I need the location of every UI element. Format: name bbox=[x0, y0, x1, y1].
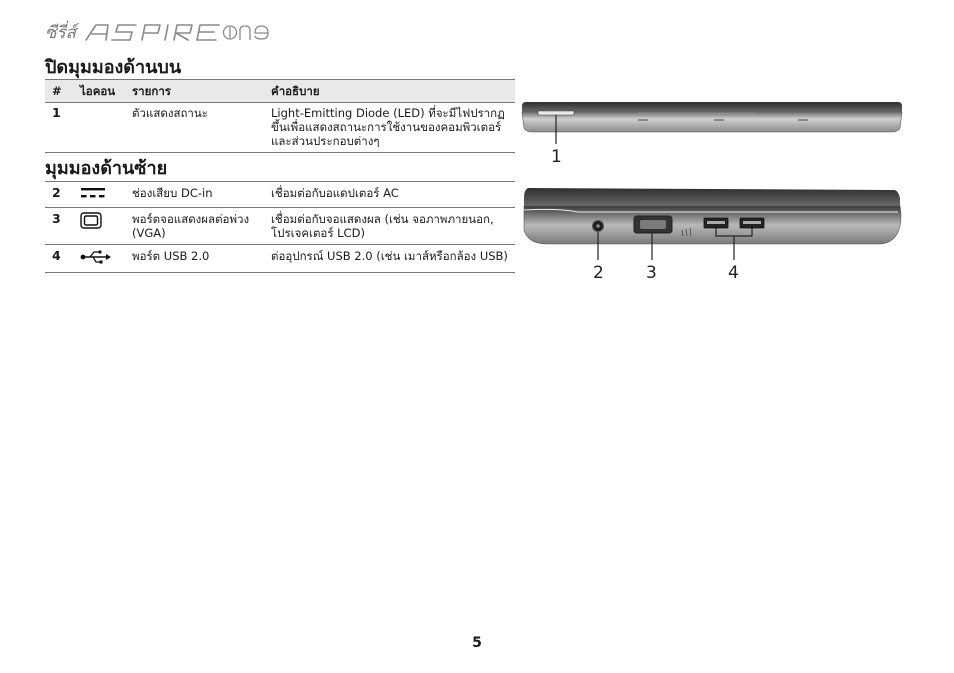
page-number: 5 bbox=[472, 635, 482, 651]
callout-4: 4 bbox=[728, 263, 739, 283]
table-row bbox=[45, 208, 515, 245]
row-num: 1 bbox=[52, 105, 61, 120]
laptop-views-drawing bbox=[518, 98, 906, 288]
callout-1: 1 bbox=[551, 147, 562, 167]
row-desc: ต่ออุปกรณ์ USB 2.0 (เช่น เมาส์หรือกล้อง USB) bbox=[271, 249, 508, 263]
brand-series: ซีรี่ส์ bbox=[45, 22, 77, 43]
row-item: ตัวแสดงสถานะ bbox=[132, 106, 208, 120]
row-num: 4 bbox=[52, 248, 61, 263]
row-num: 2 bbox=[52, 185, 61, 200]
table-left-view bbox=[45, 181, 515, 273]
brand-header bbox=[45, 18, 274, 46]
usb-icon bbox=[80, 249, 112, 268]
row-item: พอร์ต USB 2.0 bbox=[132, 249, 210, 263]
section-title-left-view: มุมมองด้านซ้าย bbox=[45, 158, 168, 179]
row-desc: Light-Emitting Diode (LED) ที่จะมีไฟปรากฏขึ้นเพื่อแสดงสถานะการใช้งานของคอมพิวเตอร์และส่วนประกอบต่างๆ bbox=[271, 106, 505, 148]
table-row bbox=[45, 245, 515, 273]
col-header-item: รายการ bbox=[132, 84, 171, 98]
callout-2: 2 bbox=[593, 263, 604, 283]
col-header-icon: ไอคอน bbox=[80, 84, 116, 98]
aspire-one-logo bbox=[84, 21, 274, 43]
row-item: ช่องเสียบ DC-in bbox=[132, 186, 213, 200]
row-item: พอร์ตจอแสดงผลต่อพ่วง (VGA) bbox=[132, 212, 250, 240]
row-icon bbox=[80, 102, 132, 153]
laptop-front-view bbox=[522, 102, 902, 132]
section-title-top-view: ปิดมุมมองด้านบน bbox=[45, 57, 182, 78]
col-header-num: # bbox=[52, 84, 62, 98]
dc-in-icon bbox=[80, 186, 106, 203]
table-row bbox=[45, 102, 515, 153]
laptop-illustration bbox=[518, 98, 906, 288]
callout-3: 3 bbox=[646, 263, 657, 283]
row-num: 3 bbox=[52, 211, 61, 226]
col-header-desc: คำอธิบาย bbox=[271, 84, 320, 98]
row-desc: เชื่อมต่อกับอแดปเตอร์ AC bbox=[271, 186, 399, 200]
vga-port-icon bbox=[80, 212, 102, 232]
table-header bbox=[45, 79, 515, 103]
laptop-left-side-view bbox=[524, 188, 901, 244]
table-top-view bbox=[45, 102, 515, 153]
row-desc: เชื่อมต่อกับจอแสดงผล (เช่น จอภาพภายนอก, โปรเจคเตอร์ LCD) bbox=[271, 212, 494, 240]
table-row bbox=[45, 182, 515, 208]
